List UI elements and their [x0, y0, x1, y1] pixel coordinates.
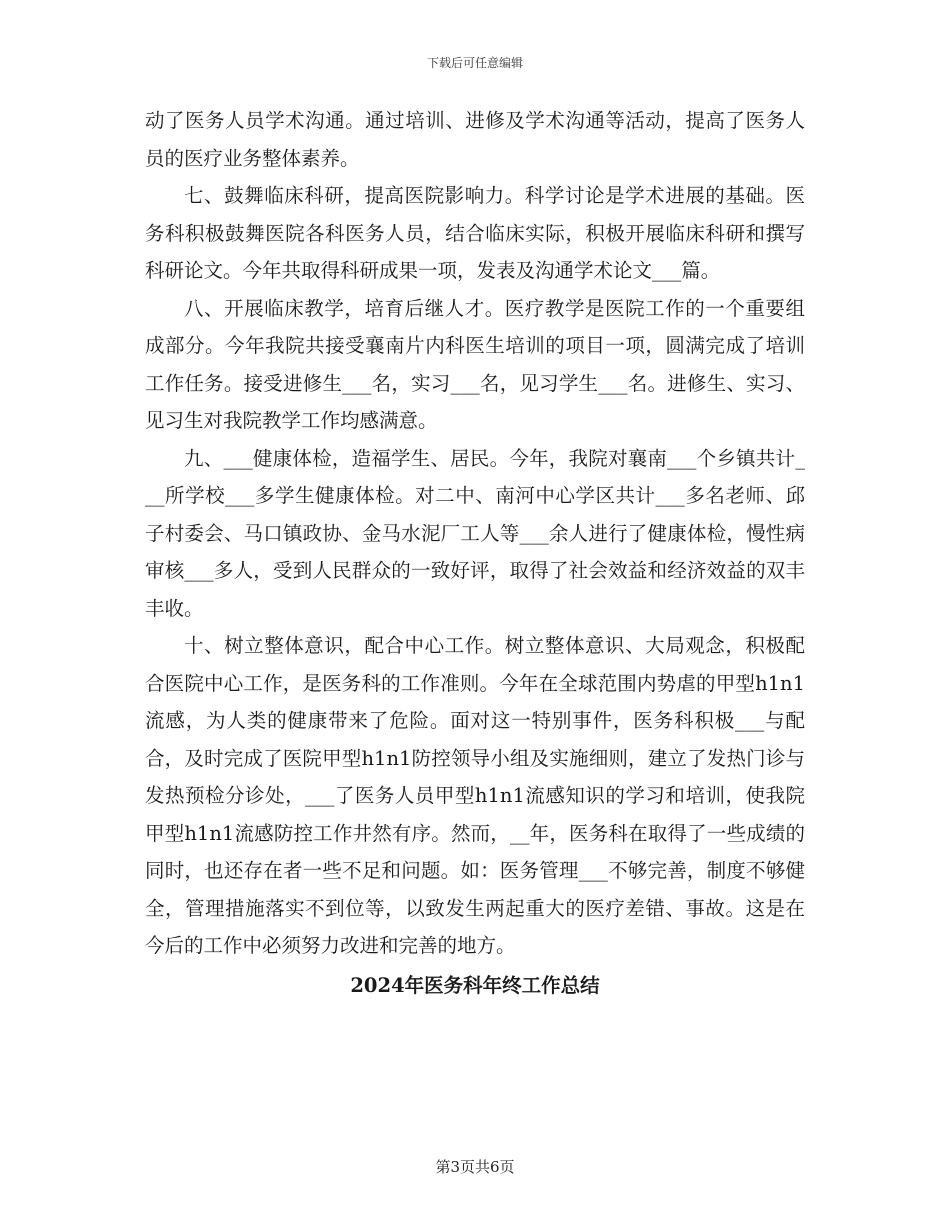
page-footer: 第3页共6页	[435, 1158, 515, 1176]
paragraph-section-7: 七、鼓舞临床科研，提高医院影响力。科学讨论是学术进展的基础。医务科积极鼓舞医院各科医务人员，结合临床实际，积极开展临床科研和撰写科研论文。今年共取得科研成果一项，发表及沟通学术论文___篇。	[145, 184, 805, 282]
section-title: 2024年医务科年终工作总结	[350, 973, 600, 997]
paragraph-section-9: 九、___健康体检，造福学生、居民。今年，我院对襄南___个乡镇共计___所学校___多学生健康体检。对二中、南河中心学区共计___多名老师、邱子村委会、马口镇政协、金马水泥厂工人等___余人进行了健康体检，慢性病审核___多人，受到人民群众的一致好评，取得了社会效益和经济效益的双丰丰收。	[145, 446, 805, 620]
document-body	[145, 102, 805, 1004]
paragraph-continuation: 动了医务人员学术沟通。通过培训、进修及学术沟通等活动，提高了医务人员的医疗业务整体素养。	[145, 109, 805, 170]
paragraph-section-10: 十、树立整体意识，配合中心工作。树立整体意识、大局观念，积极配合医院中心工作，是医务科的工作准则。今年在全球范围内势虐的甲型h1n1流感，为人类的健康带来了危险。面对这一特别事件，医务科积极___与配合，及时完成了医院甲型h1n1防控领导小组及实施细则，建立了发热门诊与发热预检分诊处，___了医务人员甲型h1n1流感知识的学习和培训，使我院甲型h1n1流感防控工作井然有序。然而，__年，医务科在取得了一些成绩的同时，也还存在者一些不足和问题。如：医务管理___不够完善，制度不够健全，管理措施落实不到位等，以致发生两起重大的医疗差错、事故。这是在今后的工作中必须努力改进和完善的地方。	[145, 634, 805, 957]
page-header: 下载后可任意编辑	[426, 56, 523, 70]
paragraph-section-8: 八、开展临床教学，培育后继人才。医疗教学是医院工作的一个重要组成部分。今年我院共接受襄南片内科医生培训的项目一项，圆满完成了培训工作任务。接受进修生___名，实习___名，见习学生___名。进修生、实习、见习生对我院教学工作均感满意。	[145, 296, 805, 432]
